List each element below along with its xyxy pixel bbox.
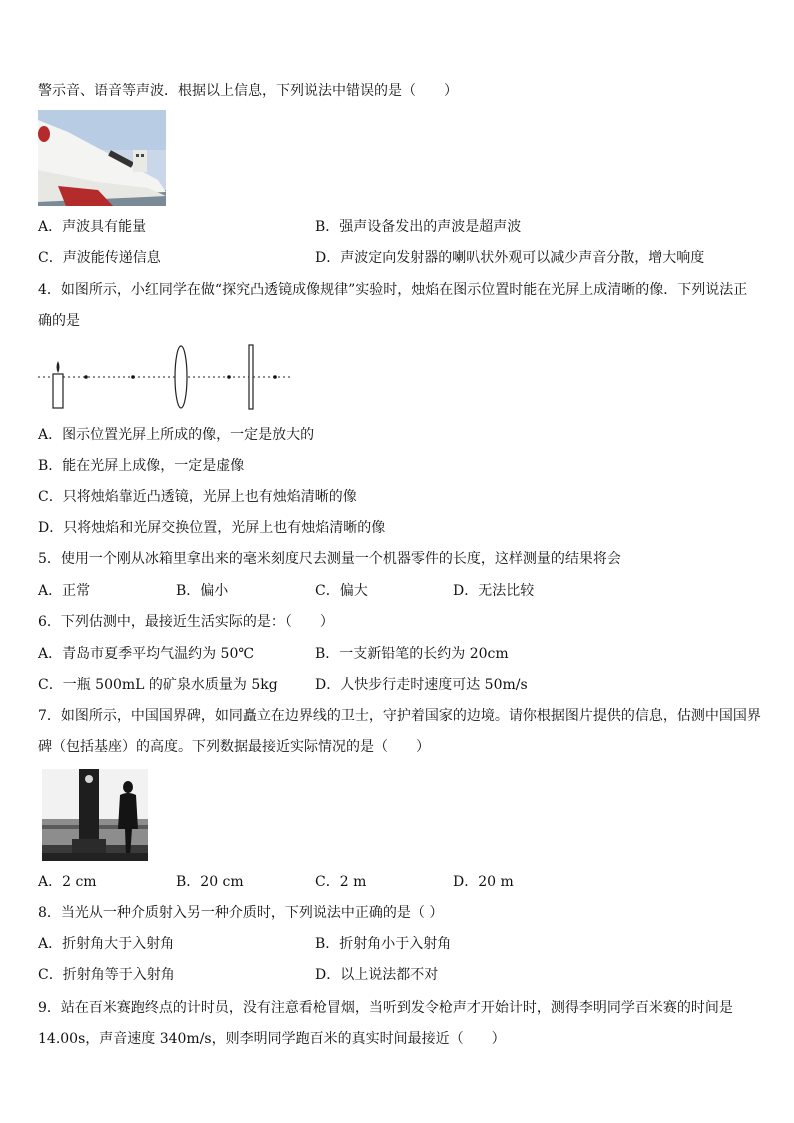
q8-option-a: A．折射角大于入射角 <box>38 936 175 952</box>
q3-option-c: C．声波能传递信息 <box>38 250 161 266</box>
q6-option-a: A．青岛市夏季平均气温约为 50℃ <box>38 646 255 662</box>
flame-icon <box>57 361 60 373</box>
q5-option-b: B．偏小 <box>176 583 229 599</box>
q8-option-c: C．折射角等于入射角 <box>38 967 175 983</box>
q6-stem: 6．下列估测中，最接近生活实际的是：（ ） <box>38 614 334 630</box>
q5-option-d: D．无法比较 <box>453 583 535 599</box>
q7-option-a: A．2 cm <box>38 874 97 890</box>
candle-icon <box>53 374 63 408</box>
q4-option-c: C．只将烛焰靠近凸透镜，光屏上也有烛焰清晰的像 <box>38 489 357 505</box>
q3-option-d: D．声波定向发射器的喇叭状外观可以减少声音分散，增大响度 <box>315 250 705 266</box>
optical-bench-figure <box>38 343 298 413</box>
q6-option-d: D．人快步行走时速度可达 50m/s <box>315 677 528 693</box>
ship-photo <box>38 110 166 206</box>
q6-option-c: C．一瓶 500mL 的矿泉水质量为 5kg <box>38 677 278 693</box>
q8-stem: 8．当光从一种介质射入另一种介质时，下列说法中正确的是（ ） <box>38 905 444 921</box>
question-3-stem-tail: 警示音、语音等声波．根据以上信息，下列说法中错误的是（ ） <box>38 83 458 99</box>
q7-stem-line2: 碑（包括基座）的高度。下列数据最接近实际情况的是（ ） <box>38 739 430 755</box>
q9-stem-line2: 14.00s，声音速度 340m/s，则李明同学跑百米的真实时间最接近（ ） <box>38 1031 506 1047</box>
border-monument-photo <box>42 769 148 861</box>
q9-stem-line1: 9．站在百米赛跑终点的计时员，没有注意看枪冒烟，当听到发令枪声才开始计时，测得李明同学百米赛的时间是 <box>38 1000 733 1016</box>
q4-option-a: A．图示位置光屏上所成的像，一定是放大的 <box>38 427 315 443</box>
q3-option-a: A．声波具有能量 <box>38 219 147 235</box>
q4-option-b: B．能在光屏上成像，一定是虚像 <box>38 458 245 474</box>
q5-stem: 5．使用一个刚从冰箱里拿出来的毫米刻度尺去测量一个机器零件的长度，这样测量的结果将会 <box>38 551 621 567</box>
q5-option-a: A．正常 <box>38 583 91 599</box>
q7-option-c: C．2 m <box>315 874 367 890</box>
q4-stem-line1: 4．如图所示，小红同学在做“探究凸透镜成像规律”实验时，烛焰在图示位置时能在光屏上成清晰的像．下列说法正 <box>38 282 748 298</box>
border-monument-image <box>42 769 148 861</box>
q5-option-c: C．偏大 <box>315 583 368 599</box>
lens-experiment-diagram <box>38 343 298 413</box>
q7-option-d: D．20 m <box>453 874 514 890</box>
ship-image <box>38 110 166 206</box>
q3-option-b: B．强声设备发出的声波是超声波 <box>315 219 522 235</box>
q8-option-b: B．折射角小于入射角 <box>315 936 452 952</box>
q4-option-d: D．只将烛焰和光屏交换位置，光屏上也有烛焰清晰的像 <box>38 520 386 536</box>
q6-option-b: B．一支新铅笔的长约为 20cm <box>315 646 509 662</box>
q7-stem-line1: 7．如图所示，中国国界碑，如同矗立在边界线的卫士，守护着国家的边境。请你根据图片提供的信息，估测中国国界 <box>38 708 761 724</box>
q4-stem-line2: 确的是 <box>38 313 80 329</box>
q7-option-b: B．20 cm <box>176 874 244 890</box>
q8-option-d: D．以上说法都不对 <box>315 967 439 983</box>
convex-lens-icon <box>175 346 187 408</box>
screen-icon <box>249 345 253 409</box>
